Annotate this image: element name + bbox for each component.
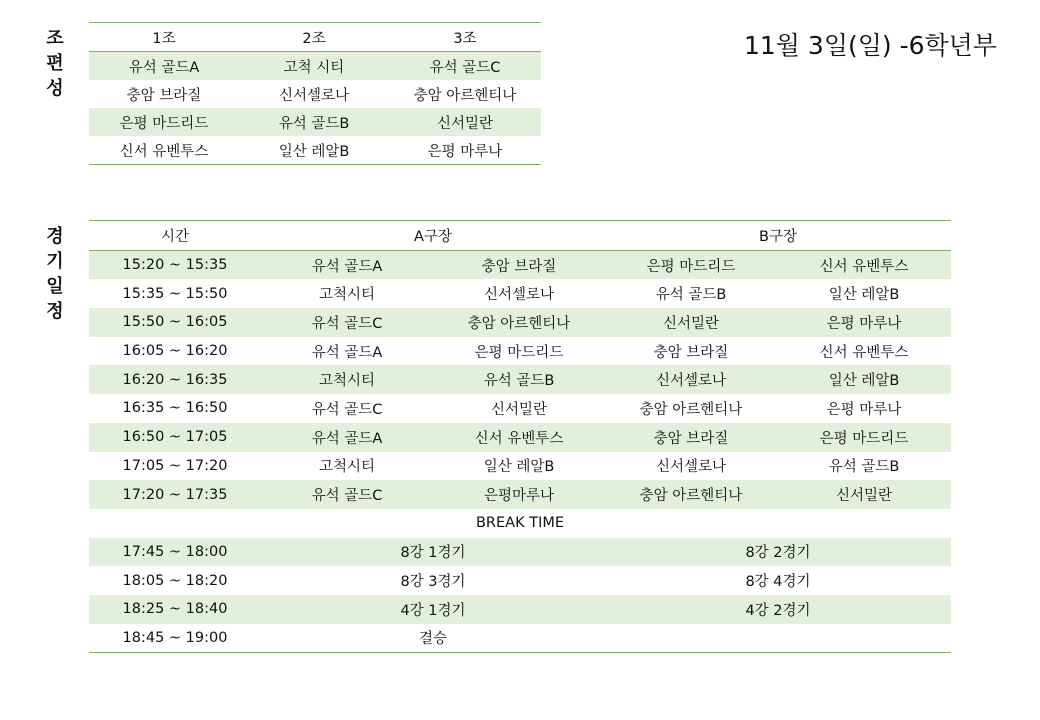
knockout-row [89,566,951,595]
match-team: 충암 브라질 [653,344,729,361]
match-team: 신서밀란 [777,480,951,509]
match-team: 충암 아르헨티나 [433,308,605,337]
knockout-match-b [605,624,951,653]
group-header-cell: 1조 [89,23,239,52]
group-header-cell: 2조 [239,23,389,52]
match-team: 충암 브라질 [433,250,605,279]
knockout-row [89,538,951,567]
team-cell: 일산 레알B [278,143,350,160]
match-team: 충암 브라질 [605,423,777,452]
match-team: 신서 유벤투스 [819,344,909,361]
schedule-label-char: 기 [46,251,64,272]
match-team: 은평 마루나 [777,308,951,337]
groups-section-label [44,26,66,101]
schedule-label-char: 경 [46,226,64,247]
break-time-label: BREAK TIME [475,515,565,532]
team-cell: 고척 시티 [239,52,389,81]
match-team: 은평마루나 [433,480,605,509]
match-team: 신서셀로나 [655,459,727,476]
match-row [89,250,951,279]
schedule-label-char: 일 [46,276,64,297]
header-time: 시간 [89,221,261,251]
match-time: 16:20 ~ 16:35 [89,365,261,394]
groups-label-char: 편 [46,53,64,74]
group-table [89,22,541,165]
match-team: 일산 레알B [777,365,951,394]
match-team: 유석 골드B [828,459,900,476]
table-row [89,108,541,136]
match-row [89,365,951,394]
match-team: 유석 골드A [261,423,433,452]
match-time: 15:50 ~ 16:05 [89,308,261,337]
match-time: 16:35 ~ 16:50 [122,400,228,417]
match-team: 유석 골드A [261,250,433,279]
header-field-b: B구장 [605,221,951,251]
match-team: 일산 레알B [483,459,555,476]
match-time: 18:05 ~ 18:20 [122,572,228,589]
match-team: 유석 골드C [261,480,433,509]
match-time: 15:35 ~ 15:50 [122,285,228,302]
match-team: 충암 아르헨티나 [639,401,743,418]
knockout-match-b: 8강 4경기 [745,574,811,591]
table-row [89,136,541,165]
match-team: 유석 골드B [433,365,605,394]
match-team: 신서밀란 [490,401,548,418]
match-team: 유석 골드A [311,344,383,361]
match-time: 18:45 ~ 19:00 [122,629,228,646]
team-cell: 신서 유벤투스 [119,143,209,160]
match-row [89,480,951,509]
match-time: 16:50 ~ 17:05 [89,423,261,452]
match-row [89,423,951,452]
match-row [89,308,951,337]
match-time: 17:05 ~ 17:20 [122,457,228,474]
knockout-match-b: 4강 2경기 [605,595,951,624]
schedule-section-label [44,224,66,324]
match-time: 18:25 ~ 18:40 [89,595,261,624]
knockout-match-a: 4강 1경기 [261,595,605,624]
page-title: 11월 3일(일) -6학년부 [744,31,997,60]
table-row [89,80,541,108]
match-team: 신서 유벤투스 [777,250,951,279]
match-row [89,394,951,423]
match-time: 17:20 ~ 17:35 [89,480,261,509]
match-row [89,337,951,366]
knockout-match-a: 8강 3경기 [400,574,466,591]
groups-label-char: 조 [46,28,64,49]
team-cell: 유석 골드B [239,108,389,136]
team-cell: 유석 골드A [89,52,239,81]
header-field-a: A구장 [261,221,605,251]
team-cell: 신서셀로나 [278,87,350,104]
match-team: 은평 마드리드 [605,250,777,279]
team-cell: 충암 아르헨티나 [413,87,517,104]
match-team: 충암 아르헨티나 [605,480,777,509]
match-team: 유석 골드C [261,308,433,337]
team-cell: 충암 브라질 [126,87,202,104]
match-team: 유석 골드C [311,401,383,418]
match-team: 은평 마드리드 [474,344,564,361]
table-row [89,52,541,81]
match-team: 신서셀로나 [605,365,777,394]
group-header-cell: 3조 [389,23,541,52]
schedule-header-row [89,221,951,251]
match-team: 은평 마루나 [826,401,902,418]
match-row [89,452,951,481]
knockout-row [89,595,951,624]
group-header-row [89,23,541,52]
team-cell: 은평 마루나 [427,143,503,160]
knockout-match-a: 결승 [418,631,447,648]
match-time: 15:20 ~ 15:35 [89,250,261,279]
match-team: 은평 마드리드 [777,423,951,452]
match-team: 일산 레알B [828,287,900,304]
team-cell: 신서밀란 [389,108,541,136]
match-row [89,279,951,308]
match-team: 신서밀란 [605,308,777,337]
schedule-table [89,220,951,653]
schedule-label-char: 정 [46,301,64,322]
match-team: 고척시티 [318,459,376,476]
knockout-row [89,624,951,653]
team-cell: 은평 마드리드 [89,108,239,136]
team-cell: 유석 골드C [389,52,541,81]
break-row [89,509,951,538]
match-team: 고척시티 [261,365,433,394]
match-team: 유석 골드B [655,287,727,304]
match-team: 고척시티 [318,287,376,304]
groups-label-char: 성 [46,78,64,99]
knockout-match-a: 8강 1경기 [261,538,605,567]
match-team: 신서셀로나 [483,287,555,304]
knockout-match-b: 8강 2경기 [605,538,951,567]
match-team: 신서 유벤투스 [433,423,605,452]
match-time: 16:05 ~ 16:20 [122,343,228,360]
match-time: 17:45 ~ 18:00 [89,538,261,567]
